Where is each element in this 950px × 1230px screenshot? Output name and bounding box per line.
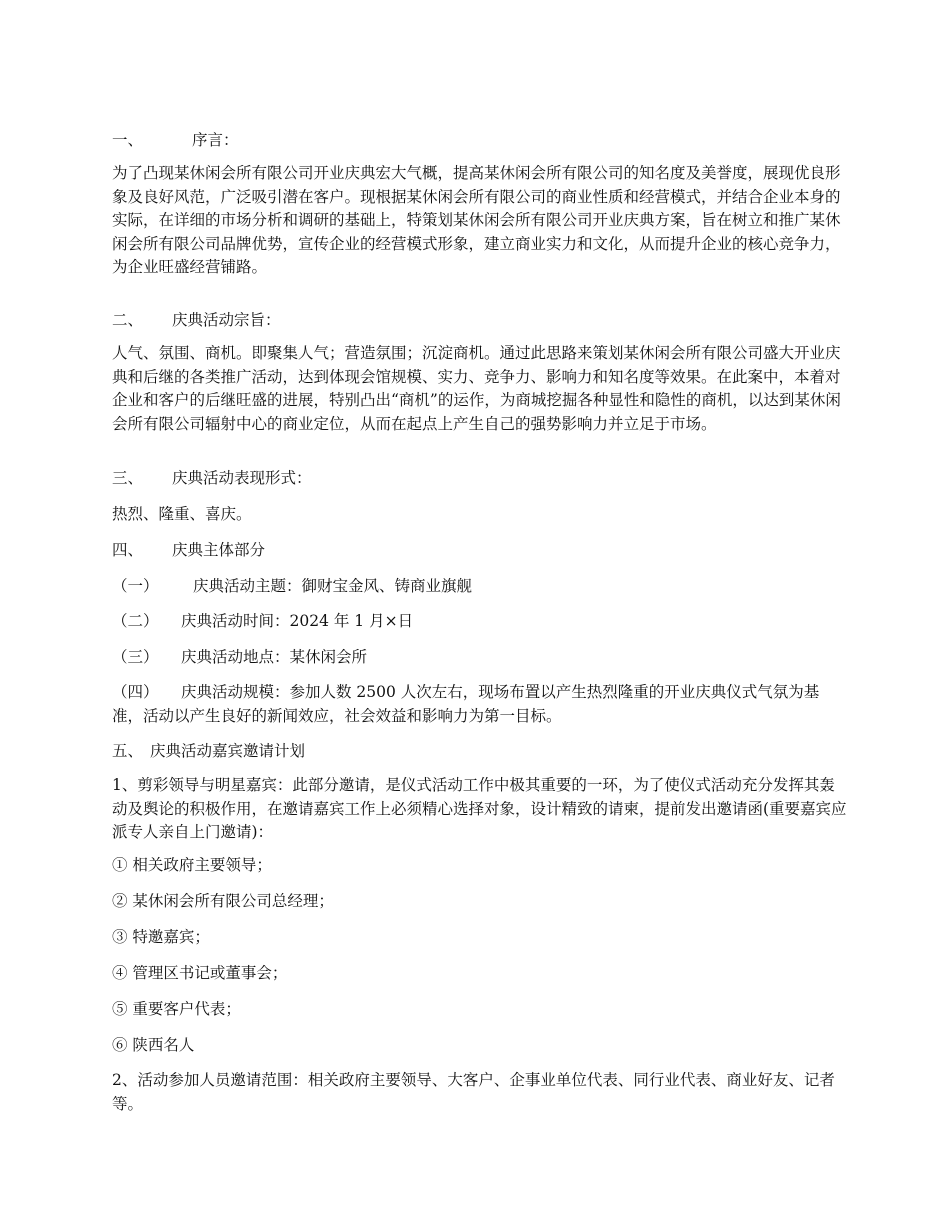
guest-list-item: ④ 管理区书记或董事会； xyxy=(112,964,288,982)
section-4-item xyxy=(112,574,472,596)
guest-list-item: ① 相关政府主要领导； xyxy=(112,856,272,874)
item-text: 庆典活动时间：2024 年 1 月×日 xyxy=(181,612,414,630)
section-2-body: 人气、氛围、商机。即聚集人气；营造氛围；沉淀商机。通过此思路来策划某休闲会所有限公司盛大开业庆典和后继的各类推广活动，达到体现会馆规模、实力、竞争力、影响力和知名度等效果。在此案中，本着对企业和客户的后继旺盛的进展，特别凸出“商机”的运作，为商城挖掘各种显性和隐性的商机，以达到某休闲会所有限公司辐射中心的商业定位，从而在起点上产生自己的强势影响力并立足于市场。 xyxy=(112,344,841,433)
guest-list-item: ⑥ 陕西名人 xyxy=(112,1036,195,1054)
section-3-heading xyxy=(112,466,312,488)
section-number: 二、 xyxy=(112,311,144,329)
section-4-item xyxy=(112,609,413,631)
section-5-heading xyxy=(112,739,305,761)
item-text: 庆典活动规模：参加人数 2500 人次左右，现场布置以产生热烈隆重的开业庆典仪式气氛为基准，活动以产生良好的新闻效应，社会效益和影响力为第一目标。 xyxy=(112,683,820,725)
guest-list-item: ⑤ 重要客户代表； xyxy=(112,1000,241,1018)
section-number: 三、 xyxy=(112,469,144,487)
section-title: 庆典活动表现形式： xyxy=(172,469,312,487)
section-4-item xyxy=(112,645,367,667)
section-number: 五、 xyxy=(112,742,144,760)
section-4-item-4 xyxy=(112,681,847,728)
section-number: 一、 xyxy=(112,131,144,149)
section-5-paragraph-1: 1、剪彩领导与明星嘉宾：此部分邀请，是仪式活动工作中极其重要的一环，为了使仪式活动充分发挥其轰动及舆论的积极作用，在邀请嘉宾工作上必须精心选择对象，设计精致的请柬，提前发出邀请函(重要嘉宾应派专人亲自上门邀请)： xyxy=(112,776,847,841)
section-3-body: 热烈、隆重、喜庆。 xyxy=(112,505,252,523)
section-1-body: 为了凸现某休闲会所有限公司开业庆典宏大气概，提高某休闲会所有限公司的知名度及美誉度，展现优良形象及良好风范，广泛吸引潜在客户。现根据某休闲会所有限公司的商业性质和经营模式，并结合企业本身的实际，在详细的市场分析和调研的基础上，特策划某休闲会所有限公司开业庆典方案，旨在树立和推广某休闲会所有限公司品牌优势，宣传企业的经营模式形象，建立商业实力和文化，从而提升企业的核心竞争力，为企业旺盛经营铺路。 xyxy=(112,164,841,276)
item-number: （四） xyxy=(112,683,159,701)
section-2-heading xyxy=(112,308,281,330)
section-number: 四、 xyxy=(112,541,144,559)
section-5-paragraph-2: 2、活动参加人员邀请范围：相关政府主要领导、大客户、企事业单位代表、同行业代表、商业好友、记者等。 xyxy=(112,1071,835,1113)
item-text: 庆典活动主题：御财宝金风、铸商业旗舰 xyxy=(193,577,473,595)
section-title: 庆典活动宗旨： xyxy=(172,311,281,329)
guest-list-item: ② 某休闲会所有限公司总经理； xyxy=(112,892,334,910)
section-1-heading xyxy=(112,128,239,150)
section-title: 庆典活动嘉宾邀请计划 xyxy=(150,742,306,760)
section-4-heading xyxy=(112,538,265,560)
item-number: （二） xyxy=(112,612,159,630)
section-title: 庆典主体部分 xyxy=(172,541,266,559)
item-text: 庆典活动地点：某休闲会所 xyxy=(181,648,368,666)
section-title: 序言： xyxy=(192,131,239,149)
item-number: （一） xyxy=(112,577,159,595)
guest-list-item: ③ 特邀嘉宾； xyxy=(112,928,210,946)
item-number: （三） xyxy=(112,648,159,666)
